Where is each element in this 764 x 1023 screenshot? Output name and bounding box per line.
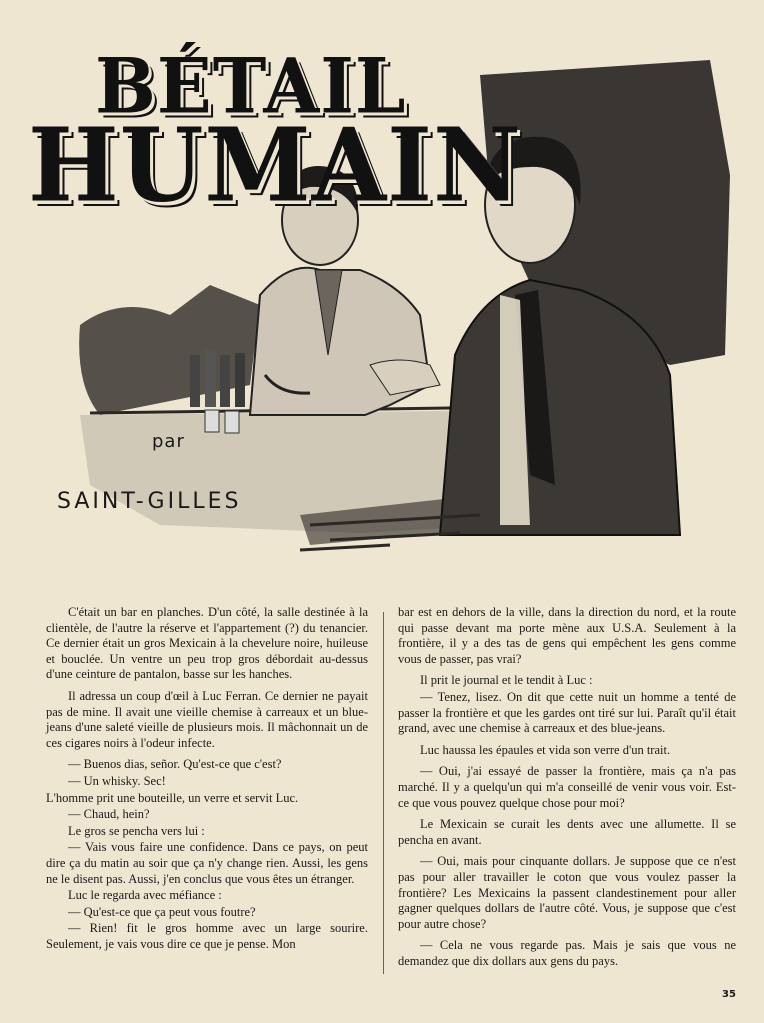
paragraph: L'homme prit une bouteille, un verre et servit Luc.: [46, 790, 299, 805]
paragraph: Luc haussa les épaules et vida son verre d'un trait.: [420, 742, 671, 757]
title-line-1: BÉTAIL: [95, 40, 407, 131]
paragraph: Il prit le journal et le tendit à Luc :: [420, 673, 593, 688]
byline-author: SAINT-GILLES: [57, 489, 242, 514]
paragraph: — Oui, j'ai essayé de passer la frontière, mais ça n'a pas marché. Il y a quelqu'un qui m'a conseillé de venir vous voir. Est-ce que vous pouvez quelque chose pour moi?: [398, 764, 736, 810]
byline-par: par: [152, 431, 185, 452]
paragraph: bar est en dehors de la ville, dans la direction du nord, et la route qui passe devant ma porte mène aux U.S.A. Seulement à la frontière, il y a des tas de gens qui empêchent les gens comme vous de passer, pas vrai?: [398, 605, 736, 666]
title-line-2: HUMAIN: [28, 106, 522, 225]
text-column-left: [46, 605, 368, 953]
paragraph: — Un whisky. Sec!: [68, 773, 166, 788]
paragraph: Le Mexicain se curait les dents avec une allumette. Il se pencha en avant.: [398, 817, 736, 847]
paragraph: — Cela ne vous regarde pas. Mais je sais que vous ne demandez que dix dollars aux gens du pays.: [398, 938, 736, 968]
page-number: 35: [722, 989, 736, 1000]
column-divider: [383, 612, 384, 974]
paragraph: — Chaud, hein?: [68, 807, 150, 822]
paragraph: — Vais vous faire une confidence. Dans ce pays, on peut dire ça du matin au soir que ça n'y change rien. Aussi, les gens ne le disent pas. Aussi, j'en conclus que vous êtes un étranger.: [46, 840, 368, 886]
paragraph: — Rien! fit le gros homme avec un large sourire. Seulement, je vais vous dire ce que je pense. Mon: [46, 921, 368, 951]
paragraph: — Oui, mais pour cinquante dollars. Je suppose que ce n'est pas pour aller travailler le coton que vous voulez passer la frontière? Les Mexicains la passent clandestinement pour aller gagner quelques dollars de l'autre côté. Vous, je suppose que c'est pour autre chose?: [398, 854, 736, 931]
paragraph: Luc le regarda avec méfiance :: [68, 888, 222, 903]
paragraph: Le gros se pencha vers lui :: [68, 823, 205, 838]
paragraph: Il adressa un coup d'œil à Luc Ferran. Ce dernier ne payait pas de mine. Il avait une vieille chemise à carreaux et un blue-jeans d'une saleté vieille de plusieurs mois. Il mâchonnait un de ces cigares noirs à l'odeur infecte.: [46, 688, 368, 750]
paragraph: C'était un bar en planches. D'un côté, la salle destinée à la clientèle, de l'autre la réserve et l'appartement (?) du tenancier. Ce dernier était un gros Mexicain à la chevelure noire, huileuse et bouclée. Un ventre un peu trop gros débordait au-dessus d'une ceinture de pantalon, basse sur les hanches.: [46, 605, 368, 682]
paragraph: — Buenos dias, señor. Qu'est-ce que c'est?: [68, 757, 282, 772]
paragraph: — Tenez, lisez. On dit que cette nuit un homme a tenté de passer la frontière et que les gardes ont tiré sur lui. Paraît qu'il était grand, avec une chemise à carreaux et des blue-jeans.: [398, 689, 736, 736]
text-column-right: [398, 605, 736, 970]
paragraph: — Qu'est-ce que ça peut vous foutre?: [68, 904, 256, 919]
